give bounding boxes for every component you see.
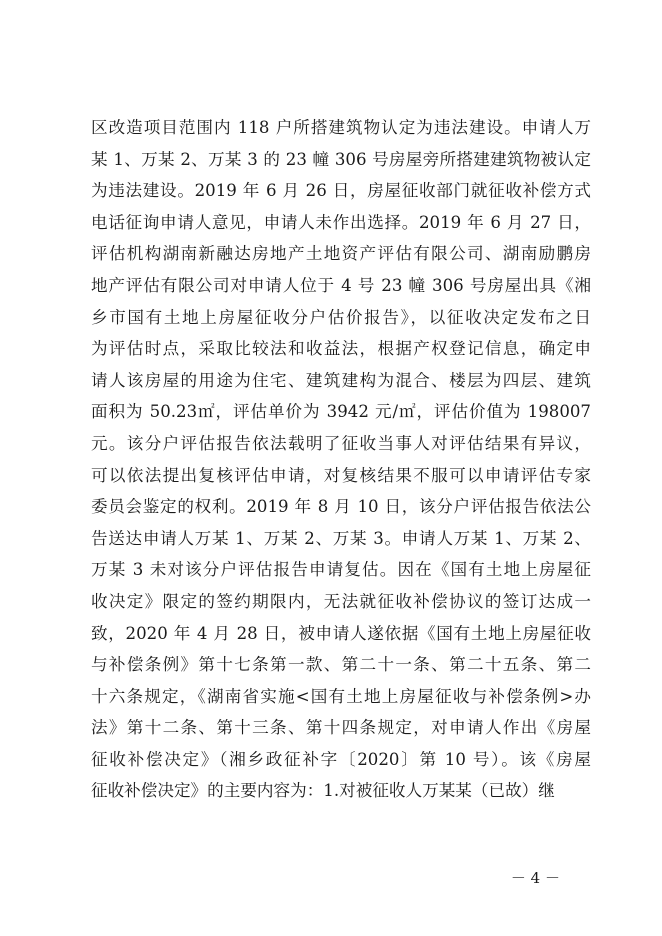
- text-line: 区改造项目范围内 118 户所搭建筑物认定为违法建设。申请人万: [91, 118, 591, 137]
- text-line: 可以依法提出复核评估申请，对复核结果不服可以申请评估专家: [91, 465, 591, 485]
- text-line: 万某 3 未对该分户评估报告申请复估。因在《国有土地上房屋征: [91, 560, 591, 580]
- text-line: 法》第十二条、第十三条、第十四条规定，对申请人作出《房屋: [91, 718, 591, 738]
- text-line: 征收补偿决定》的主要内容为：1.对被征收人万某某（已故）继: [91, 781, 555, 801]
- text-line: 为违法建设。2019 年 6 月 26 日，房屋征收部门就征收补偿方式: [91, 181, 591, 201]
- text-line: 电话征询申请人意见，申请人未作出选择。2019 年 6 月 27 日，: [91, 212, 591, 232]
- text-line: 面积为 50.23㎡，评估单价为 3942 元/㎡，评估价值为 198007: [91, 402, 591, 422]
- text-line: 地产评估有限公司对申请人位于 4 号 23 幢 306 号房屋出具《湘: [91, 275, 591, 295]
- text-line: 请人该房屋的用途为住宅、建筑建构为混合、楼层为四层、建筑: [91, 370, 591, 390]
- text-line: 征收补偿决定》（湘乡政征补字〔2020〕第 10 号）。该《房屋: [91, 749, 591, 769]
- text-line: 致，2020 年 4 月 28 日，被申请人遂依据《国有土地上房屋征收: [91, 623, 591, 643]
- text-line: 十六条规定，《湖南省实施<国有土地上房屋征收与补偿条例>办: [91, 686, 591, 706]
- text-line: 委员会鉴定的权利。2019 年 8 月 10 日，该分户评估报告依法公: [91, 497, 591, 517]
- text-line: 告送达申请人万某 1、万某 2、万某 3。申请人万某 1、万某 2、: [91, 528, 591, 548]
- text-line: 为评估时点，采取比较法和收益法，根据产权登记信息，确定申: [91, 339, 591, 359]
- text-line: 乡市国有土地上房屋征收分户估价报告》，以征收决定发布之日: [91, 307, 591, 327]
- text-line: 收决定》限定的签约期限内，无法就征收补偿协议的签订达成一: [91, 591, 591, 611]
- text-line: 与补偿条例》第十七条第一款、第二十一条、第二十五条、第二: [91, 655, 591, 675]
- page-number: － 4 －: [510, 869, 560, 887]
- body-text: [91, 112, 591, 807]
- text-line: 评估机构湖南新融达房地产土地资产评估有限公司、湖南励鹏房: [91, 244, 591, 264]
- text-line: 某 1、万某 2、万某 3 的 23 幢 306 号房屋旁所搭建建筑物被认定: [91, 149, 591, 169]
- text-line: 元。该分户评估报告依法载明了征收当事人对评估结果有异议，: [91, 433, 591, 453]
